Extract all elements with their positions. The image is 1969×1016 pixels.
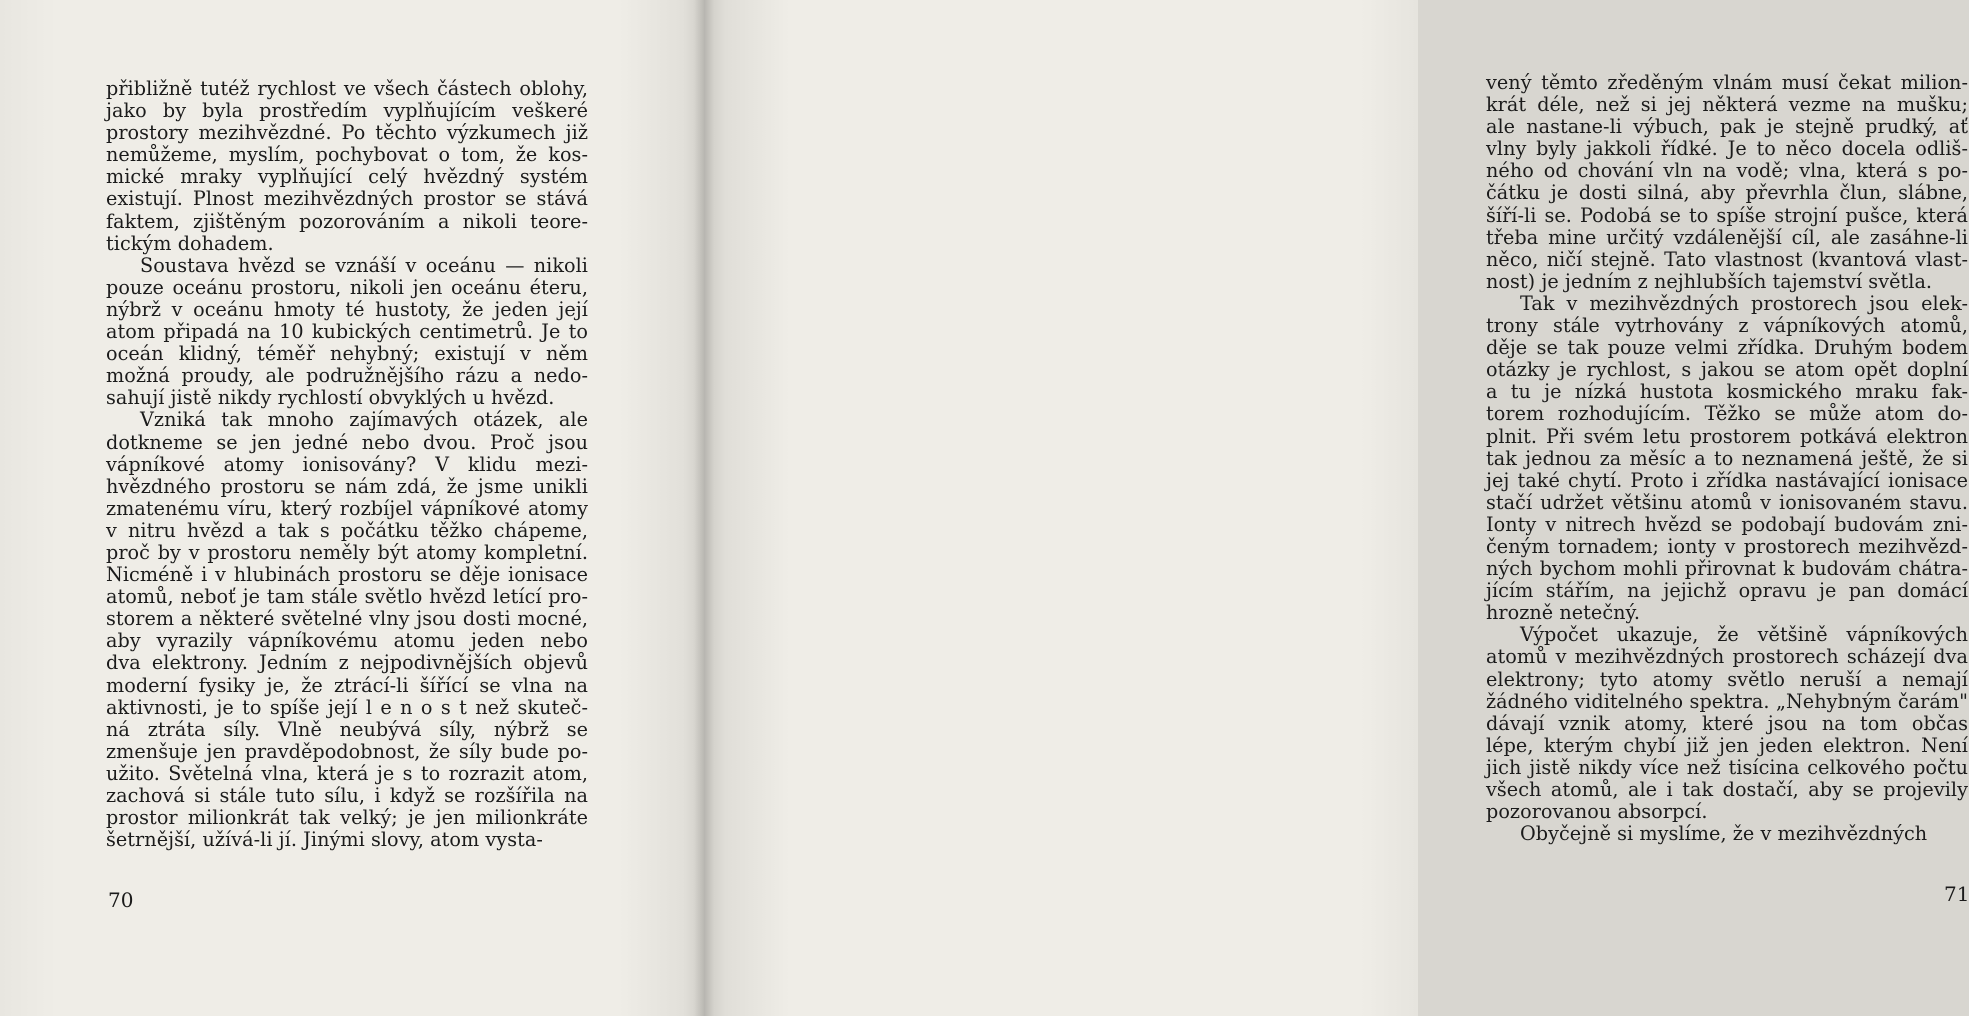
text-line: všech atomů, ale i tak dostačí, aby se projevily — [1486, 778, 1968, 801]
text-line: nost) je jedním z nejhlubších tajemství světla. — [1486, 269, 1933, 293]
text-line: existují. Plnost mezihvězdných prostor se stává — [106, 187, 588, 211]
text-line: čátku je dosti silná, aby převrhla člun, slábne, — [1486, 181, 1968, 205]
text-line: moderní fysiky je, že ztrácí-li šířící se vlna na — [106, 673, 588, 697]
text-line: v nitru hvězd a tak s počátku těžko chápeme, — [106, 518, 588, 542]
text-line: prostor milionkrát tak velký; je jen milionkráte — [106, 806, 588, 830]
text-line: užito. Světelná vlna, která je s to rozrazit atom, — [106, 761, 588, 785]
text-line: vlny byly jakkoli řídké. Je to něco docela odliš- — [1486, 137, 1968, 161]
text-line: tickým dohadem. — [106, 231, 274, 255]
text-line: lépe, kterým chybí již jen jeden elektron. Není — [1486, 733, 1968, 757]
text-line: sahují jistě nikdy rychlostí obvyklých u hvězd. — [106, 386, 555, 410]
text-line: děje se tak pouze velmi zřídka. Druhým bodem — [1486, 336, 1968, 360]
text-line: torem rozhodujícím. Těžko se může atom do- — [1486, 402, 1968, 426]
text-line: storem a některé světelné vlny jsou dosti mocné, — [106, 607, 588, 631]
text-line: atomů, neboť je tam stále světlo hvězd letící pro- — [106, 585, 588, 609]
text-line: hrozně netečný. — [1486, 601, 1641, 625]
text-line: Ionty v nitrech hvězd se podobají budovám zni- — [1486, 512, 1968, 536]
text-line: ale nastane-li výbuch, pak je stejně prudký, ať — [1486, 115, 1968, 139]
text-line: hvězdného prostoru se nám zdá, že jsme unikli — [106, 474, 588, 498]
text-line: třeba mine určitý vzdálenější cíl, ale zasáhne-li — [1486, 225, 1968, 249]
text-line: a tu je nízká hustota kosmického mraku fak- — [1486, 380, 1968, 404]
page-number-right: 71 — [1944, 882, 1969, 906]
text-line: Vzniká tak mnoho zajímavých otázek, ale — [140, 408, 588, 432]
text-line: stačí udržet většinu atomů v ionisovaném stavu. — [1486, 490, 1968, 514]
text-line: plnit. Při svém letu prostorem potkává elektron — [1486, 424, 1968, 448]
text-line: dávají vznik atomy, které jsou na tom občas — [1486, 711, 1968, 735]
text-line: zmatenému víru, který rozbíjel vápníkové atomy — [106, 496, 588, 520]
text-line: šetrnější, užívá-li jí. Jinými slovy, atom vysta- — [106, 828, 543, 852]
text-line: vený těmto zředěným vlnám musí čekat milion- — [1486, 71, 1968, 94]
text-line: prostory mezihvězdné. Po těchto výzkumech již — [106, 121, 588, 145]
text-line: dotkneme se jen jedné nebo dvou. Proč jsou — [106, 430, 588, 454]
text-line: krát déle, než si jej některá vezme na mušku; — [1486, 93, 1968, 117]
text-line: atomů v mezihvězdných prostorech scházejí dva — [1486, 645, 1968, 669]
text-line: zachová si stále tuto sílu, i když se rozšířila na — [106, 784, 588, 807]
text-line: oceán klidný, téměř nehybný; existují v něm — [106, 342, 588, 366]
text-line: aby vyrazily vápníkovému atomu jeden nebo — [106, 629, 588, 653]
text-line: Nicméně i v hlubinách prostoru se děje ionisace — [106, 563, 588, 587]
text-line: jich jistě nikdy více než tisícina celkového počtu — [1486, 755, 1968, 779]
text-line: ných bychom mohli přirovnat k budovám chátra- — [1486, 557, 1968, 581]
text-line: trony stále vytrhovány z vápníkových atomů, — [1486, 314, 1968, 338]
text-line: nýbrž v oceánu hmoty té hustoty, že jeden její — [106, 297, 588, 321]
text-line: mické mraky vyplňující celý hvězdný systém — [106, 165, 588, 189]
text-line: tak jednou za měsíc a to neznamená ještě, že si — [1486, 446, 1968, 470]
text-line: pozorovanou absorpcí. — [1486, 800, 1708, 824]
text-line: žádného viditelného spektra. „Nehybným čarám" — [1486, 689, 1968, 713]
text-line: jako by byla prostředím vyplňujícím veškeré — [106, 99, 588, 123]
text-line: aktivnosti, je to spíše její l e n o s t než skuteč- — [106, 695, 588, 719]
text-line: ná ztráta síly. Vlně neubývá síly, nýbrž se — [106, 717, 588, 741]
text-line: vápníkové atomy ionisovány? V klidu mezi- — [106, 452, 588, 476]
text-line: čeným tornadem; ionty v prostorech mezihvězd- — [1486, 534, 1968, 558]
text-line: jícím stářím, na jejichž opravu je pan domácí — [1486, 579, 1968, 603]
text-line: pouze oceánu prostoru, nikoli jen oceánu éteru, — [106, 275, 588, 299]
left-page — [0, 0, 704, 1016]
text-line: ného od chování vln na vodě; vlna, která s po- — [1486, 159, 1968, 183]
text-line: jej také chytí. Proto i zřídka nastávající ionisace — [1486, 468, 1968, 492]
left-page-text — [106, 78, 588, 851]
text-line: Soustava hvězd se vznáší v oceánu — nikoli — [140, 253, 588, 277]
right-page-text — [1486, 72, 1968, 845]
text-line: atom připadá na 10 kubických centimetrů. Je to — [106, 320, 588, 344]
page-number-left: 70 — [108, 888, 134, 912]
text-line: Obyčejně si myslíme, že v mezihvězdných — [1520, 822, 1928, 846]
text-line: šíří-li se. Podobá se to spíše strojní pušce, která — [1486, 203, 1968, 227]
text-line: něco, ničí stejně. Tato vlastnost (kvantová vlast- — [1486, 247, 1968, 271]
text-line: možná proudy, ale podružnějšího rázu a nedo- — [106, 364, 588, 388]
text-line: faktem, zjištěným pozorováním a nikoli teore- — [106, 209, 588, 233]
text-line: elektrony; tyto atomy světlo neruší a nemají — [1486, 667, 1968, 691]
right-page — [704, 0, 1969, 1016]
text-line: Výpočet ukazuje, že většině vápníkových — [1520, 623, 1968, 647]
text-line: Tak v mezihvězdných prostorech jsou elek- — [1520, 291, 1968, 315]
text-line: nemůžeme, myslím, pochybovat o tom, že kos- — [106, 143, 588, 167]
text-line: přibližně tutéž rychlost ve všech částech oblohy, — [106, 77, 588, 100]
text-line: dva elektrony. Jedním z nejpodivnějších objevů — [106, 651, 588, 675]
text-line: otázky je rychlost, s jakou se atom opět doplní — [1486, 358, 1968, 382]
text-line: zmenšuje jen pravděpodobnost, že síly bude po- — [106, 739, 588, 763]
text-line: proč by v prostoru neměly být atomy kompletní. — [106, 540, 588, 564]
